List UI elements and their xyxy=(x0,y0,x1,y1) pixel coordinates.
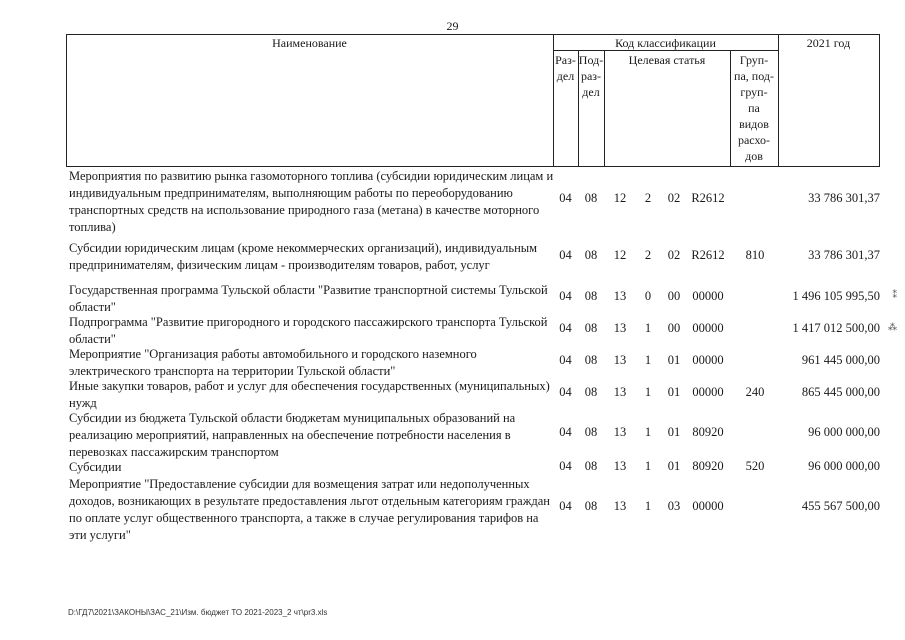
header-left-border xyxy=(66,34,67,167)
code-b: 1 xyxy=(644,353,652,367)
code-c: 02 xyxy=(667,191,681,205)
code-c: 00 xyxy=(667,321,681,335)
code-d: 80920 xyxy=(692,425,724,439)
code-r: 04 xyxy=(559,425,572,439)
code-b: 1 xyxy=(644,425,652,439)
code-r: 04 xyxy=(559,289,572,303)
code-a: 12 xyxy=(613,191,627,205)
code-r: 04 xyxy=(559,459,572,473)
code-pr: 08 xyxy=(584,191,598,205)
code-d: R2612 xyxy=(691,191,725,205)
header-podrazdel: Под- раз- дел xyxy=(578,53,604,99)
code-d: 00000 xyxy=(692,385,724,399)
row-name: Государственная программа Тульской области "Развитие транспортной системы Тульской области" xyxy=(69,283,548,314)
code-a: 13 xyxy=(613,425,627,439)
code-g: 520 xyxy=(745,459,765,473)
col-divider-group xyxy=(778,34,779,167)
code-r: 04 xyxy=(559,248,572,262)
code-b: 1 xyxy=(644,321,652,335)
code-d: 00000 xyxy=(692,353,724,367)
code-pr: 08 xyxy=(584,289,598,303)
code-pr: 08 xyxy=(584,321,598,335)
table-row xyxy=(66,410,880,458)
amount-2021: 961 445 000,00 xyxy=(801,353,880,367)
amount-2021: 33 786 301,37 xyxy=(808,248,880,262)
code-c: 01 xyxy=(667,353,681,367)
table-row xyxy=(66,282,880,312)
page-number: 29 xyxy=(446,19,459,33)
code-d: 00000 xyxy=(692,289,724,303)
row-name: Субсидии xyxy=(69,460,122,474)
table-row xyxy=(66,168,880,236)
header-classification: Код классификации xyxy=(615,36,716,50)
header-razdel: Раз- дел xyxy=(555,53,576,83)
code-g: 810 xyxy=(745,248,765,262)
table-header xyxy=(66,34,880,166)
code-b: 2 xyxy=(644,248,652,262)
code-a: 13 xyxy=(613,459,627,473)
amount-2021: 1 496 105 995,50 xyxy=(792,289,880,303)
file-path-footer: D:\ГД7\2021\ЗАКОНЫ\ЗАС_21\Изм. бюджет ТО 2021-2023_2 чт\pr3.xls xyxy=(68,608,328,617)
row-name: Мероприятие "Предоставление субсидии для возмещения затрат или недополученных доходов, возникающих в результате предоставления льгот отдельным категориям граждан по оплате услуг общественного транспорта, а также в случае регулирования тарифов на эти услуги" xyxy=(69,477,550,542)
amount-2021: 96 000 000,00 xyxy=(808,425,880,439)
code-pr: 08 xyxy=(584,385,598,399)
code-c: 01 xyxy=(667,385,681,399)
code-b: 0 xyxy=(644,289,652,303)
code-r: 04 xyxy=(559,353,572,367)
amount-2021: 1 417 012 500,00 xyxy=(792,321,880,335)
row-name: Подпрограмма "Развитие пригородного и городского пассажирского транспорта Тульской области" xyxy=(69,315,548,346)
code-a: 13 xyxy=(613,321,627,335)
code-b: 1 xyxy=(644,385,652,399)
row-name: Субсидии из бюджета Тульской области бюджетам муниципальных образований на реализацию мероприятий, направленных на обеспечение потребности населения в перевозках пассажирским транспортом xyxy=(69,411,516,459)
code-b: 1 xyxy=(644,499,652,513)
code-d: 00000 xyxy=(692,499,724,513)
code-r: 04 xyxy=(559,499,572,513)
code-c: 03 xyxy=(667,499,681,513)
code-d: R2612 xyxy=(691,248,725,262)
code-c: 01 xyxy=(667,425,681,439)
header-year: 2021 год xyxy=(806,36,851,50)
table-row xyxy=(66,378,880,408)
table-row xyxy=(66,476,880,540)
code-r: 04 xyxy=(559,321,572,335)
code-pr: 08 xyxy=(584,459,598,473)
code-a: 13 xyxy=(613,289,627,303)
header-group: Груп- па, под- груп- па видов расхо- дов xyxy=(734,53,774,163)
margin-mark: ⁂ xyxy=(888,322,897,332)
code-a: 13 xyxy=(613,353,627,367)
code-b: 2 xyxy=(644,191,652,205)
code-d: 00000 xyxy=(692,321,724,335)
code-pr: 08 xyxy=(584,499,598,513)
code-c: 00 xyxy=(667,289,681,303)
code-g: 240 xyxy=(745,385,765,399)
header-target: Целевая статья xyxy=(628,53,706,67)
header-bottom-border xyxy=(66,166,880,167)
code-a: 13 xyxy=(613,499,627,513)
amount-2021: 33 786 301,37 xyxy=(808,191,880,205)
header-right-border xyxy=(879,34,880,167)
table-row xyxy=(66,240,880,276)
header-name: Наименование xyxy=(272,36,347,50)
code-pr: 08 xyxy=(584,353,598,367)
code-c: 02 xyxy=(667,248,681,262)
code-r: 04 xyxy=(559,385,572,399)
code-r: 04 xyxy=(559,191,572,205)
code-a: 12 xyxy=(613,248,627,262)
code-pr: 08 xyxy=(584,425,598,439)
code-a: 13 xyxy=(613,385,627,399)
amount-2021: 865 445 000,00 xyxy=(801,385,880,399)
row-name: Иные закупки товаров, работ и услуг для обеспечения государственных (муниципальных) нужд xyxy=(69,379,550,410)
margin-mark: ⁑ xyxy=(892,290,897,300)
amount-2021: 96 000 000,00 xyxy=(808,459,880,473)
code-d: 80920 xyxy=(692,459,724,473)
code-pr: 08 xyxy=(584,248,598,262)
code-c: 01 xyxy=(667,459,681,473)
row-name: Мероприятия по развитию рынка газомоторного топлива (субсидии юридическим лицам и индивидуальным предпринимателям, выполняющим работы по переоборудованию транспортных средств на использование природного газа (метана) в качестве моторного топлива) xyxy=(69,169,554,234)
table-row xyxy=(66,459,880,475)
row-name: Субсидии юридическим лицам (кроме некоммерческих организаций), индивидуальным предпринимателям, физическим лицам - производителям товаров, работ, услуг xyxy=(69,241,538,272)
code-b: 1 xyxy=(644,459,652,473)
row-name: Мероприятие "Организация работы автомобильного и городского наземного электрического транспорта на территории Тульской области" xyxy=(69,347,477,378)
amount-2021: 455 567 500,00 xyxy=(801,499,880,513)
table-row xyxy=(66,314,880,344)
table-row xyxy=(66,346,880,376)
